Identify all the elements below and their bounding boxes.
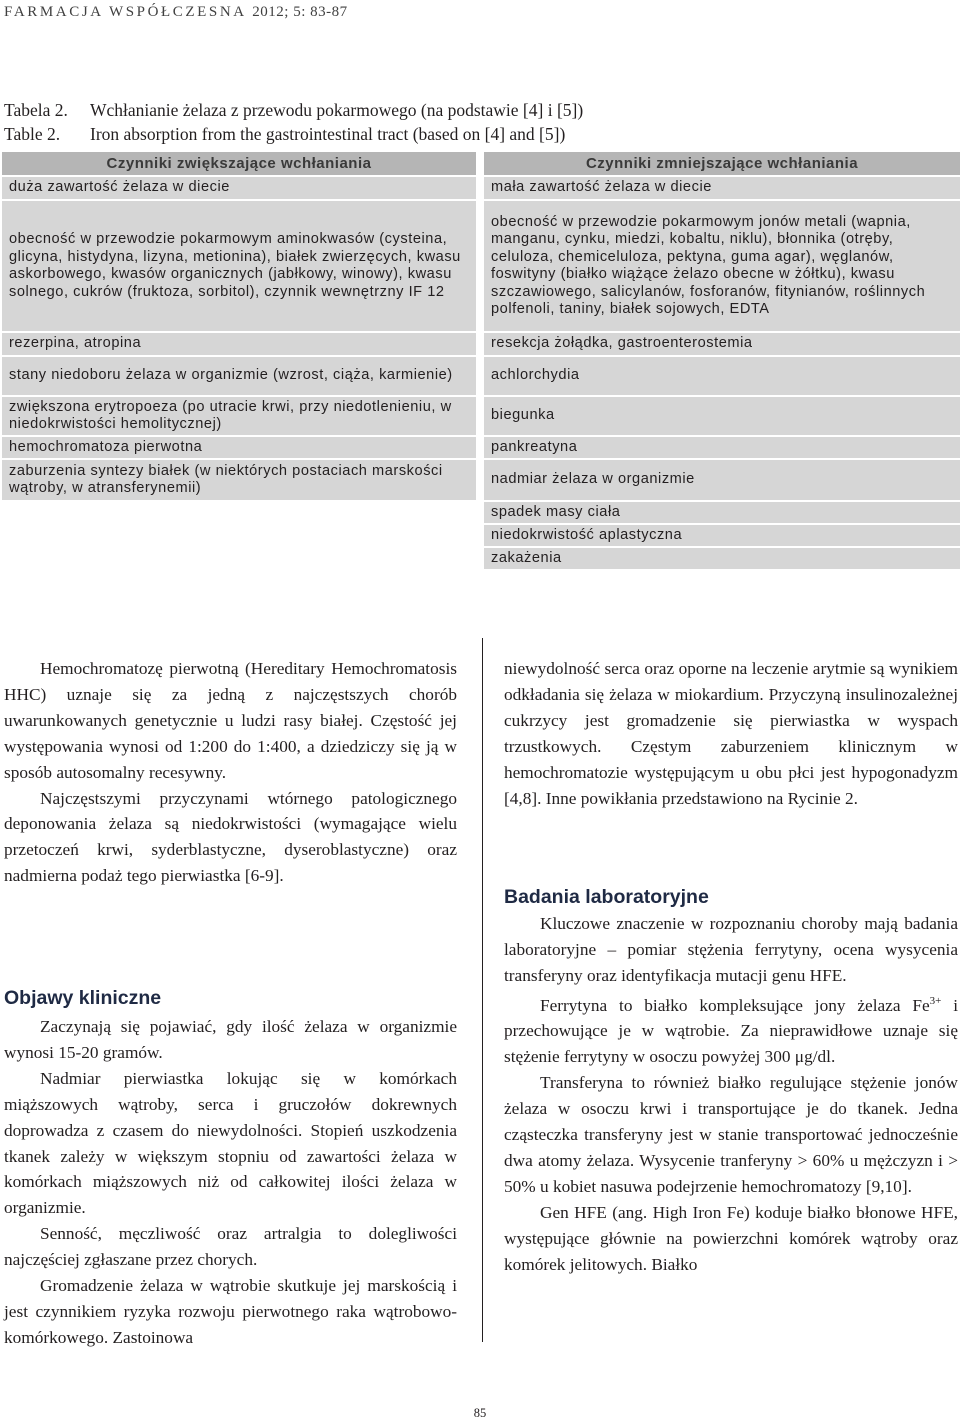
table-cell-empty bbox=[2, 524, 480, 547]
paragraph-organ-damage: Nadmiar pierwiastka lokując się w komórkach miąższowych wątroby, serca i gruczołów dokrewnych doprowadza z czasem do niewydolności. Stopień uszkodzenia tkanek zależy w większym stopniu od zawartości żelaza w komórkach miąższowych niż od całkowitej ilości żelaza w organizmie. bbox=[4, 1068, 457, 1218]
table-cell: duża zawartość żelaza w diecie bbox=[2, 176, 480, 200]
table-cell: hemochromatoza pierwotna bbox=[2, 436, 480, 459]
table-row bbox=[2, 332, 960, 356]
page-number: 85 bbox=[473, 1406, 487, 1420]
table-cell: achlorchydia bbox=[480, 356, 960, 396]
caption-label-en: Table 2. bbox=[4, 124, 61, 144]
paragraph-symptoms-onset: Zaczynają się pojawiać, gdy ilość żelaza w organizmie wynosi 15-20 gramów. bbox=[4, 1017, 457, 1062]
table-cell: zaburzenia syntezy białek (w niektórych postaciach marskości wątroby, w atransferynemii) bbox=[2, 459, 480, 501]
paragraph-complaints: Senność, męczliwość oraz artralgia to dolegliwości najczęściej zgłaszane przez chorych. bbox=[4, 1224, 457, 1270]
table-caption-en bbox=[4, 124, 565, 145]
table-cell: obecność w przewodzie pokarmowym aminokwasów (cysteina, glicyna, histydyna, lizyna, metionina), białek zwierzęcych, kwasu askorbowego, kwasów organicznych (jabłkowy, winowy), kwasu solnego, cukrów (fruktoza, sorbitol), czynnik wewnętrzny IF 12 bbox=[2, 200, 480, 332]
table-cell: resekcja żołądka, gastroenterostemia bbox=[480, 332, 960, 356]
paragraph-hfe-gene: Gen HFE (ang. High Iron Fe) koduje białko błonowe HFE, występujące głównie na powierzchni komórek wątroby oraz komórek jelitowych. Białko bbox=[504, 1202, 958, 1274]
table-cell: nadmiar żelaza w organizmie bbox=[480, 459, 960, 501]
caption-text-pl: Wchłanianie żelaza z przewodu pokarmowego (na podstawie [4] i [5]) bbox=[90, 100, 584, 120]
table-header-row bbox=[2, 152, 960, 176]
ferritin-text-b: i przechowujące je w wątrobie. Za nieprawidłowe uznaje się stężenie ferrytyny w osoczu powyżej 300 μg/dl. bbox=[504, 995, 958, 1067]
caption-label-pl: Tabela 2. bbox=[4, 100, 68, 120]
section-title-lab-tests: Badania laboratoryjne bbox=[504, 886, 709, 908]
paragraph-heart-failure: niewydolność serca oraz oporne na leczenie arytmie są wynikiem odkładania się żelaza w miokardium. Przyczyną insulinozależnej cukrzycy jest gromadzenie się pierwiastka w wyspach trzustkowych. Częstym zaburzeniem klinicznym w hemochromatozie występującym u obu płci jest hypogonadyzm [4,8]. Inne powikłania przedstawiono na Rycinie 2. bbox=[504, 659, 958, 808]
table-cell: niedokrwistość aplastyczna bbox=[480, 524, 960, 547]
table-row bbox=[2, 200, 960, 332]
table-row bbox=[2, 176, 960, 200]
running-header bbox=[4, 4, 348, 21]
table-cell: spadek masy ciała bbox=[480, 501, 960, 524]
left-column bbox=[4, 656, 457, 889]
column-divider bbox=[482, 638, 483, 1342]
table-cell: zakażenia bbox=[480, 547, 960, 570]
paragraph-secondary-causes: Najczęstszymi przyczynami wtórnego patologicznego deponowania żelaza są niedokrwistości (wymagające wielu przetoczeń krwi, syderblastyczne, dyseroblastyczne) oraz nadmierna podaż tego pierwiastka [6-9]. bbox=[4, 788, 457, 886]
table-row bbox=[2, 501, 960, 524]
table-cell: mała zawartość żelaza w diecie bbox=[480, 176, 960, 200]
table-row bbox=[2, 547, 960, 570]
left-column-symptoms bbox=[4, 1014, 457, 1351]
paragraph-lab-tests: Kluczowe znaczenie w rozpoznaniu choroby mają badania laboratoryjne – pomiar stężenia ferrytyny, ocena wysycenia transferyny oraz identyfikacja mutacji genu HFE. bbox=[504, 914, 958, 985]
table-cell-empty bbox=[2, 501, 480, 524]
paragraph-ferritin bbox=[504, 989, 958, 1070]
table-row bbox=[2, 396, 960, 436]
caption-text-en: Iron absorption from the gastrointestinal tract (based on [4] and [5]) bbox=[90, 124, 566, 144]
table-row bbox=[2, 524, 960, 547]
table-cell: rezerpina, atropina bbox=[2, 332, 480, 356]
journal-name: FARMACJA WSPÓŁCZESNA bbox=[4, 4, 246, 20]
table-cell: obecność w przewodzie pokarmowym jonów metali (wapnia, manganu, cynku, miedzi, kobaltu, niklu), błonnika (otręby, celuloza, chemiceluloza, pektyna, guma agar), węglanów, foswityny (białko wiążące żelazo obecne w żółtku), kwasu szczawiowego, salicylanów, fosforanów, fitynianów, roślinnych polfenoli, taniny, białek sojowych, EDTA bbox=[480, 200, 960, 332]
right-column bbox=[504, 656, 958, 811]
paragraph-transferrin: Transferyna to również białko regulujące stężenie jonów żelaza w osoczu krwi i transportujące je do tkanek. Jedna cząsteczka transferyny jest w stanie transportować jednocześnie dwa atomy żelaza. Wysycenie tranferyny > 60% u mężczyzn i > 50% u kobiet nasuwa podejrzenie hemochromatozy [9,10]. bbox=[504, 1073, 958, 1196]
ferritin-superscript: 3+ bbox=[929, 994, 942, 1007]
section-title-symptoms: Objawy kliniczne bbox=[4, 987, 162, 1009]
paragraph-hhc: Hemochromatozę pierwotną (Hereditary Hemochromatosis HHC) uznaje się za jedną z najczęstszych chorób uwarunkowanych genetycznie u ludzi rasy białej. Częstość jej występowania wynosi od 1:200 do 1:400, a dziedziczy się ją w sposób autosomalny recesywny. bbox=[4, 659, 457, 782]
table-row bbox=[2, 459, 960, 501]
paragraph-liver: Gromadzenie żelaza w wątrobie skutkuje jej marskością i jest czynnikiem ryzyka rozwoju pierwotnego raka wątrobowo-komórkowego. Zastoinowa bbox=[4, 1276, 457, 1347]
table-cell: zwiększona erytropoeza (po utracie krwi, przy niedotlenieniu, w niedokrwistości hemolitycznej) bbox=[2, 396, 480, 436]
ferritin-text-a: Ferrytyna to białko kompleksujące jony żelaza Fe bbox=[540, 995, 930, 1015]
table-caption-pl bbox=[4, 100, 583, 121]
right-column-lab bbox=[504, 911, 958, 1277]
table-cell-empty bbox=[2, 547, 480, 570]
table-row bbox=[2, 436, 960, 459]
table-row bbox=[2, 356, 960, 396]
header-increasing-factors: Czynniki zwiększające wchłaniania bbox=[2, 152, 480, 176]
journal-citation: 2012; 5: 83-87 bbox=[252, 4, 348, 20]
table-cell: biegunka bbox=[480, 396, 960, 436]
table-cell: stany niedoboru żelaza w organizmie (wzrost, ciąża, karmienie) bbox=[2, 356, 480, 396]
iron-absorption-table bbox=[2, 152, 960, 571]
header-decreasing-factors: Czynniki zmniejszające wchłaniania bbox=[480, 152, 960, 176]
table-cell: pankreatyna bbox=[480, 436, 960, 459]
